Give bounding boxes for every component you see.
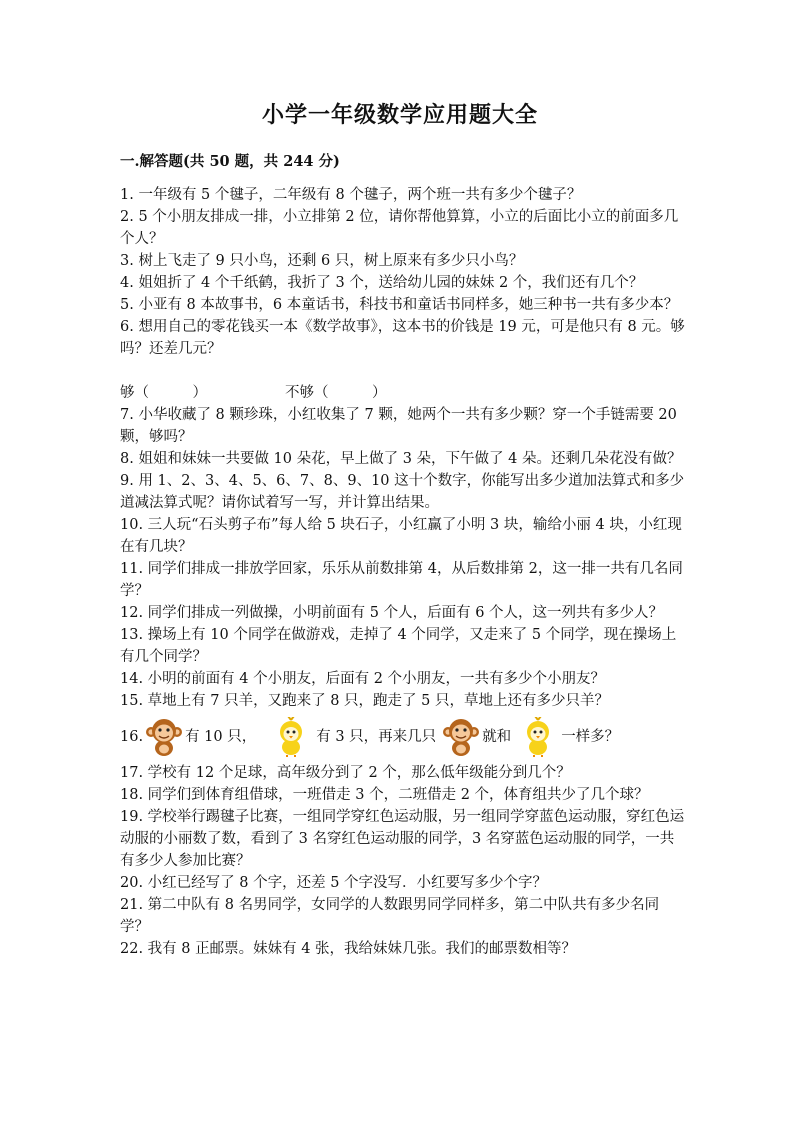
question-3: 3. 树上飞走了 9 只小鸟，还剩 6 只，树上原来有多少只小鸟？	[120, 253, 524, 269]
question-4: 4. 姐姐折了 4 个千纸鹤，我折了 3 个，送给幼儿园的妹妹 2 个，我们还有几个？	[120, 275, 644, 291]
question-15: 15. 草地上有 7 只羊，又跑来了 8 只，跑走了 5 只，草地上还有多少只羊？	[120, 693, 609, 709]
question-16-number: 16.	[120, 729, 144, 745]
section-heading: 一.解答题(共 50 题，共 244 分)	[120, 153, 340, 170]
question-13: 13. 操场上有 10 个同学在做游戏，走掉了 4 个同学，又走来了 5 个同学，现在操场上有几个同学？	[120, 627, 677, 665]
question-16-part-c: 就和	[482, 729, 512, 745]
chick-icon	[272, 717, 310, 757]
question-16-part-d: 一样多？	[561, 729, 620, 745]
question-20: 20. 小红已经写了 8 个字，还差 5 个字没写．小红要写多少个字？	[120, 875, 548, 891]
question-14: 14. 小明的前面有 4 个小朋友，后面有 2 个小朋友，一共有多少个小朋友？	[120, 671, 606, 687]
question-22: 22. 我有 8 正邮票。妹妹有 4 张，我给妹妹几张。我们的邮票数相等？	[120, 941, 577, 957]
question-list	[120, 184, 685, 960]
question-18: 18. 同学们到体育组借球，一班借走 3 个，二班借走 2 个，体育组共少了几个球？	[120, 787, 649, 803]
question-21: 21. 第二中队有 8 名男同学，女同学的人数跟男同学同样多，第二中队共有多少名同学？	[120, 897, 660, 935]
page-title: 小学一年级数学应用题大全	[261, 102, 538, 128]
question-12: 12. 同学们排成一列做操，小明前面有 5 个人，后面有 6 个人，这一列共有多少人？	[120, 605, 664, 621]
question-5: 5. 小亚有 8 本故事书，6 本童话书，科技书和童话书同样多，她三种书一共有多少本？	[120, 297, 679, 313]
question-1: 1. 一年级有 5 个毽子，二年级有 8 个毽子，两个班一共有多少个毽子？	[120, 187, 582, 203]
question-11: 11. 同学们排成一排放学回家，乐乐从前数排第 4，从后数排第 2，这一排一共有几名同学？	[120, 561, 683, 599]
question-8: 8. 姐姐和妹妹一共要做 10 朵花，早上做了 3 朵，下午做了 4 朵。还剩几朵花没有做？	[120, 451, 682, 467]
question-16	[120, 714, 685, 760]
monkey-icon	[145, 717, 183, 757]
question-2: 2. 5 个小朋友排成一排，小立排第 2 位，请你帮他算算，小立的后面比小立的前面多几个人？	[120, 209, 679, 247]
question-6-answer-row	[120, 382, 685, 404]
question-9: 9. 用 1、2、3、4、5、6、7、8、9、10 这十个数字，你能写出多少道加法算式和多少道减法算式呢？请你试着写一写，并计算出结果。	[120, 473, 685, 511]
question-7: 7. 小华收藏了 8 颗珍珠，小红收集了 7 颗，她两个一共有多少颗？穿一个手链需要 20 颗，够吗？	[120, 407, 677, 445]
enough-answer-blank: 够（ ）	[120, 385, 207, 401]
monkey-icon	[442, 717, 480, 757]
question-19: 19. 学校举行踢毽子比赛，一组同学穿红色运动服，另一组同学穿蓝色运动服，穿红色运动服的小丽数了数，看到了 3 名穿红色运动服的同学，3 名穿蓝色运动服的同学，一共有多少人参加比赛？	[120, 809, 685, 869]
question-16-part-b: 有 3 只，再来几只	[316, 729, 437, 745]
not-enough-answer-blank: 不够（ ）	[285, 385, 387, 401]
question-16-part-a: 有 10 只，	[185, 729, 257, 745]
chick-icon	[519, 717, 557, 757]
question-17: 17. 学校有 12 个足球，高年级分到了 2 个，那么低年级能分到几个？	[120, 765, 571, 781]
question-6: 6. 想用自己的零花钱买一本《数学故事》，这本书的价钱是 19 元，可是他只有 8 元。够吗？还差几元？	[120, 319, 685, 357]
question-10: 10. 三人玩“石头剪子布”每人给 5 块石子，小红赢了小明 3 块，输给小丽 4 块，小红现在有几块？	[120, 517, 682, 555]
